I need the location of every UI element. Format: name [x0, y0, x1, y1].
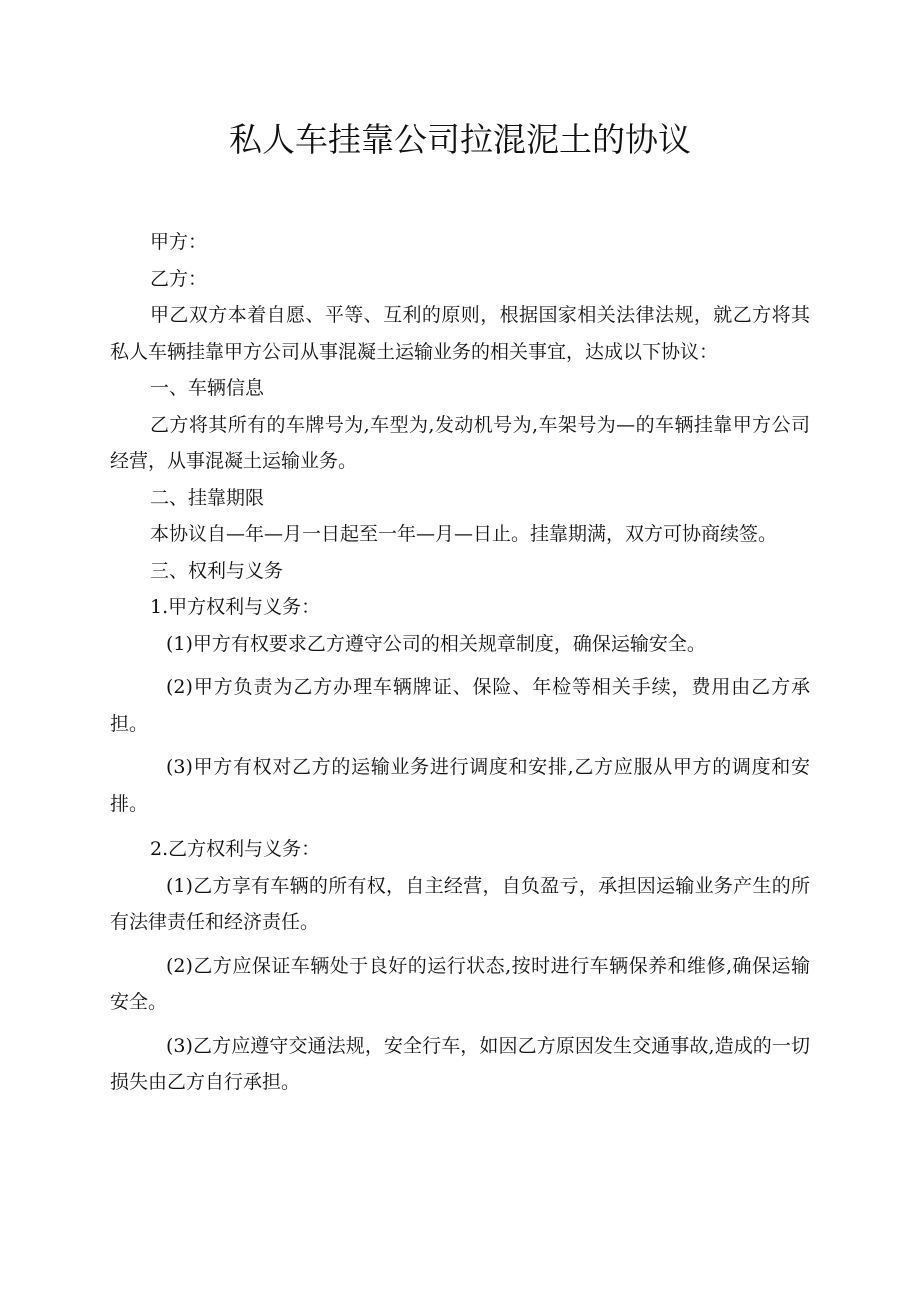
party-b-item-1: (1)乙方享有车辆的所有权，自主经营，自负盈亏，承担因运输业务产生的所有法律责任和经济责任。 [110, 874, 810, 933]
section-2-paragraph: 本协议自—年—月一日起至一年—月—日止。挂靠期满，双方可协商续签。 [150, 523, 778, 545]
party-b-rights-heading: 2.乙方权利与义务： [150, 838, 321, 860]
document-title: 私人车挂靠公司拉混泥土的协议 [229, 120, 691, 159]
party-b-line: 乙方： [150, 267, 208, 290]
party-a-rights-heading: 1.甲方权利与义务： [150, 596, 321, 618]
party-a-item-3: (3)甲方有权对乙方的运输业务进行调度和安排,乙方应服从甲方的调度和安排。 [110, 756, 810, 815]
document-body [110, 224, 810, 1101]
section-1-heading: 一、车辆信息 [150, 377, 265, 399]
party-a-item-2: (2)甲方负责为乙方办理车辆牌证、保险、年检等相关手续，费用由乙方承担。 [110, 676, 810, 735]
party-b-item-3: (3)乙方应遵守交通法规，安全行车，如因乙方原因发生交通事故,造成的一切损失由乙方自行承担。 [110, 1034, 810, 1093]
preamble-paragraph: 甲乙双方本着自愿、平等、互利的原则，根据国家相关法律法规，就乙方将其私人车辆挂靠甲方公司从事混凝土运输业务的相关事宜，达成以下协议： [110, 304, 810, 363]
section-2-heading: 二、挂靠期限 [150, 486, 265, 509]
party-b-item-2: (2)乙方应保证车辆处于良好的运行状态,按时进行车辆保养和维修,确保运输安全。 [110, 954, 810, 1013]
party-a-item-1: (1)甲方有权要求乙方遵守公司的相关规章制度，确保运输安全。 [166, 632, 706, 655]
section-1-paragraph: 乙方将其所有的车牌号为,车型为,发动机号为,车架号为—的车辆挂靠甲方公司经营，从事混凝土运输业务。 [110, 413, 810, 472]
party-a-line: 甲方： [150, 231, 208, 253]
section-3-heading: 三、权利与义务 [150, 559, 284, 582]
